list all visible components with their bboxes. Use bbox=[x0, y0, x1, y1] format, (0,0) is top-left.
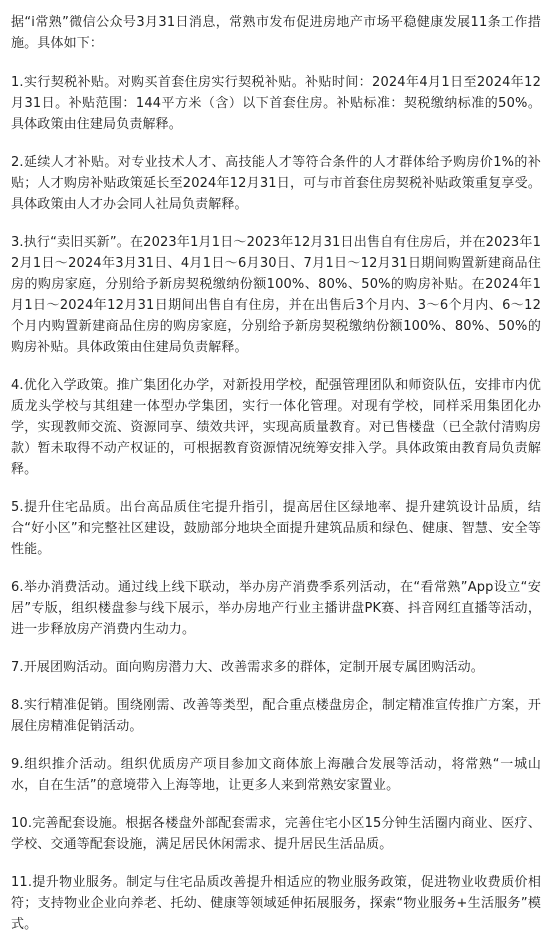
measure-paragraph: 8.实行精准促销。围绕刚需、改善等类型，配合重点楼盘房企，制定精准宣传推广方案，开展住房精准促销活动。 bbox=[11, 698, 541, 734]
measure-paragraph: 9.组织推介活动。组织优质房产项目参加文商体旅上海融合发展等活动，将常熟“一城山水，自在生活”的意境带入上海等地，让更多人来到常熟安家置业。 bbox=[11, 757, 541, 793]
measure-paragraph: 5.提升住宅品质。出台高品质住宅提升指引，提高居住区绿地率、提升建筑设计品质，结合“好小区”和完整社区建设，鼓励部分地块全面提升建筑品质和绿色、健康、智慧、安全等性能。 bbox=[11, 500, 541, 557]
measure-paragraph: 3.执行“卖旧买新”。在2023年1月1日～2023年12月31日出售自有住房后，并在2023年12月1日～2024年3月31日、4月1日～6月30日、7月1日～12月31日期间购置新建商品住房的购房家庭，分别给予新房契税缴纳份额100%、80%、50%的购房补贴。在2024年1月1日～2024年12月31日期间出售自有住房，并在出售后3个月内、3～6个月内、6～12个月内购置新建商品住房的购房家庭，分别给予新房契税缴纳份额100%、80%、50%的购房补贴。具体政策由住建局负责解释。 bbox=[11, 235, 541, 355]
measure-paragraph: 7.开展团购活动。面向购房潜力大、改善需求多的群体，定制开展专属团购活动。 bbox=[11, 660, 484, 675]
measure-paragraph: 4.优化入学政策。推广集团化办学，对新投用学校，配强管理团队和师资队伍，安排市内优质龙头学校与其组建一体型办学集团，实行一体化管理。对现有学校，同样采用集团化办学，实现教师交流、资源同享、绩效共评，实现高质量教育。对已售楼盘（已全款付清购房款）暂未取得不动产权证的，可根据教育资源情况统筹安排入学。具体政策由教育局负责解释。 bbox=[11, 378, 541, 477]
measure-paragraph: 2.延续人才补贴。对专业技术人才、高技能人才等符合条件的人才群体给予购房价1%的补贴；人才购房补贴政策延长至2024年12月31日，可与市首套住房契税补贴政策重复享受。具体政策由人才办会同人社局负责解释。 bbox=[11, 155, 541, 212]
measure-paragraph: 6.举办消费活动。通过线上线下联动，举办房产消费季系列活动，在“看常熟”App设立“安居”专版，组织楼盘参与线下展示，举办房地产行业主播讲盘PK赛、抖音网红直播等活动，进一步释放房产消费内生动力。 bbox=[11, 580, 541, 637]
measure-paragraph: 11.提升物业服务。制定与住宅品质改善提升相适应的物业服务政策，促进物业收费质价相符；支持物业企业向养老、托幼、健康等领域延伸拓展服务，探索“物业服务+生活服务”模式。 bbox=[11, 875, 541, 932]
measure-paragraph: 1.实行契税补贴。对购买首套住房实行契税补贴。补贴时间：2024年4月1日至2024年12月31日。补贴范围：144平方米（含）以下首套住房。补贴标准：契税缴纳标准的50%。具体政策由住建局负责解释。 bbox=[11, 75, 541, 132]
article-intro: 据“i常熟”微信公众号3月31日消息，常熟市发布促进房地产市场平稳健康发展11条工作措施。具体如下： bbox=[11, 15, 541, 51]
measure-paragraph: 10.完善配套设施。根据各楼盘外部配套需求，完善住宅小区15分钟生活圈内商业、医疗、学校、交通等配套设施，满足居民休闲需求、提升居民生活品质。 bbox=[11, 816, 541, 852]
